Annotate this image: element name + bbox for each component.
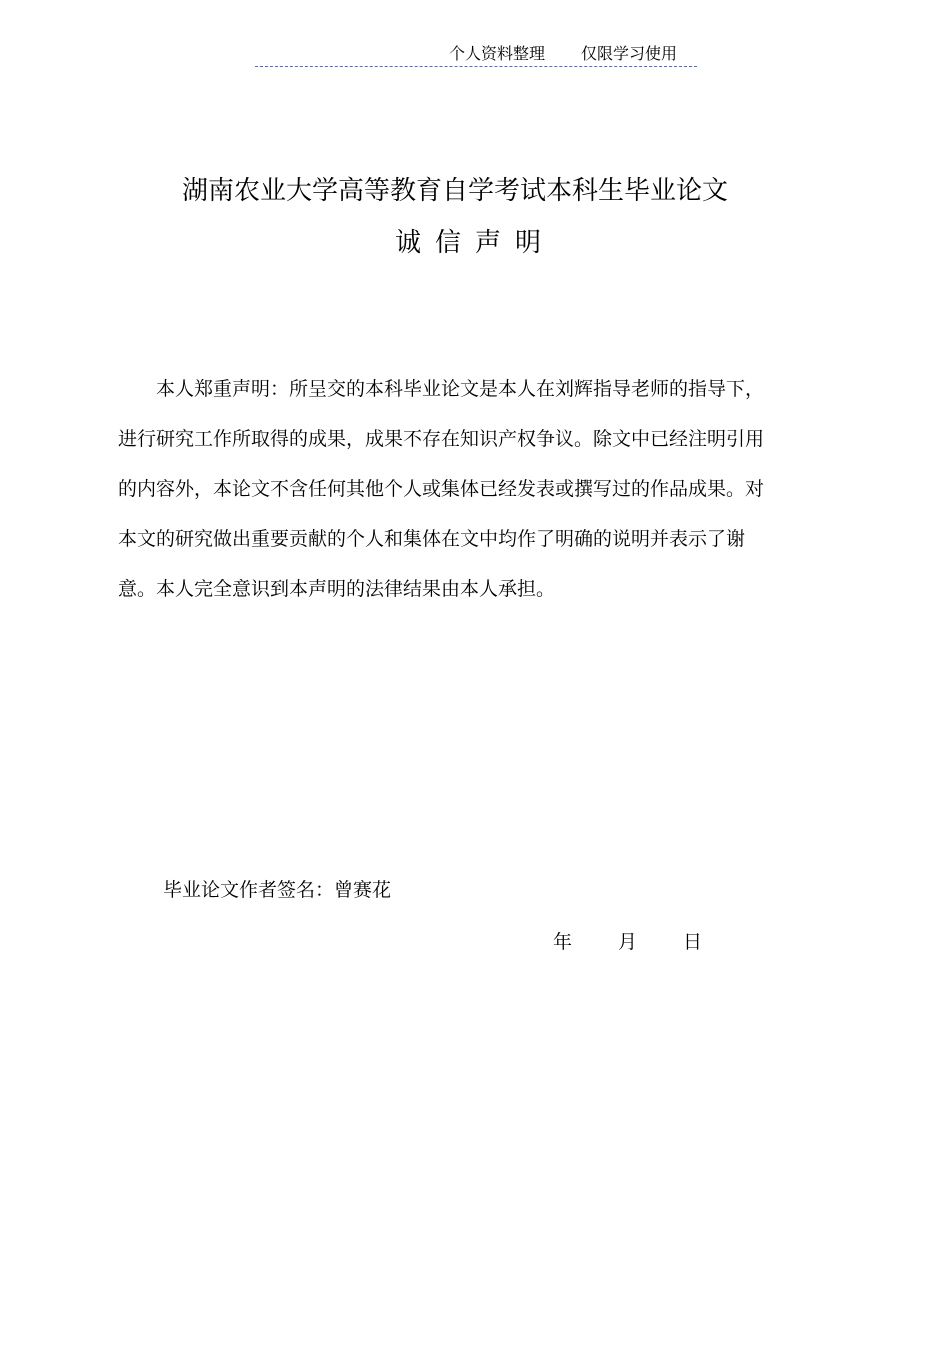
date-year-label: 年: [553, 931, 573, 953]
header-text-left: 个人资料整理: [448, 44, 545, 63]
header-text-right: 仅限学习使用: [580, 44, 677, 63]
date-day-label: 日: [683, 931, 703, 953]
document-title: 湖南农业大学高等教育自学考试本科生毕业论文: [181, 176, 728, 206]
signature-name: 曾赛花: [334, 879, 392, 901]
date-line: [553, 922, 702, 962]
signature-label: 毕业论文作者签名：: [163, 879, 335, 901]
date-month-label: 月: [618, 931, 638, 953]
page-header: [255, 42, 697, 67]
signature-line: [163, 870, 391, 910]
document-subtitle: 诚信声明: [394, 228, 555, 258]
declaration-paragraph: 本人郑重声明：所呈交的本科毕业论文是本人在刘辉指导老师的指导下，进行研究工作所取得的成果，成果不存在知识产权争议。除文中已经注明引用的内容外，本论文不含任何其他个人或集体已经发表或撰写过的作品成果。对本文的研究做出重要贡献的个人和集体在文中均作了明确的说明并表示了谢意。本人完全意识到本声明的法律结果由本人承担。: [118, 378, 765, 600]
